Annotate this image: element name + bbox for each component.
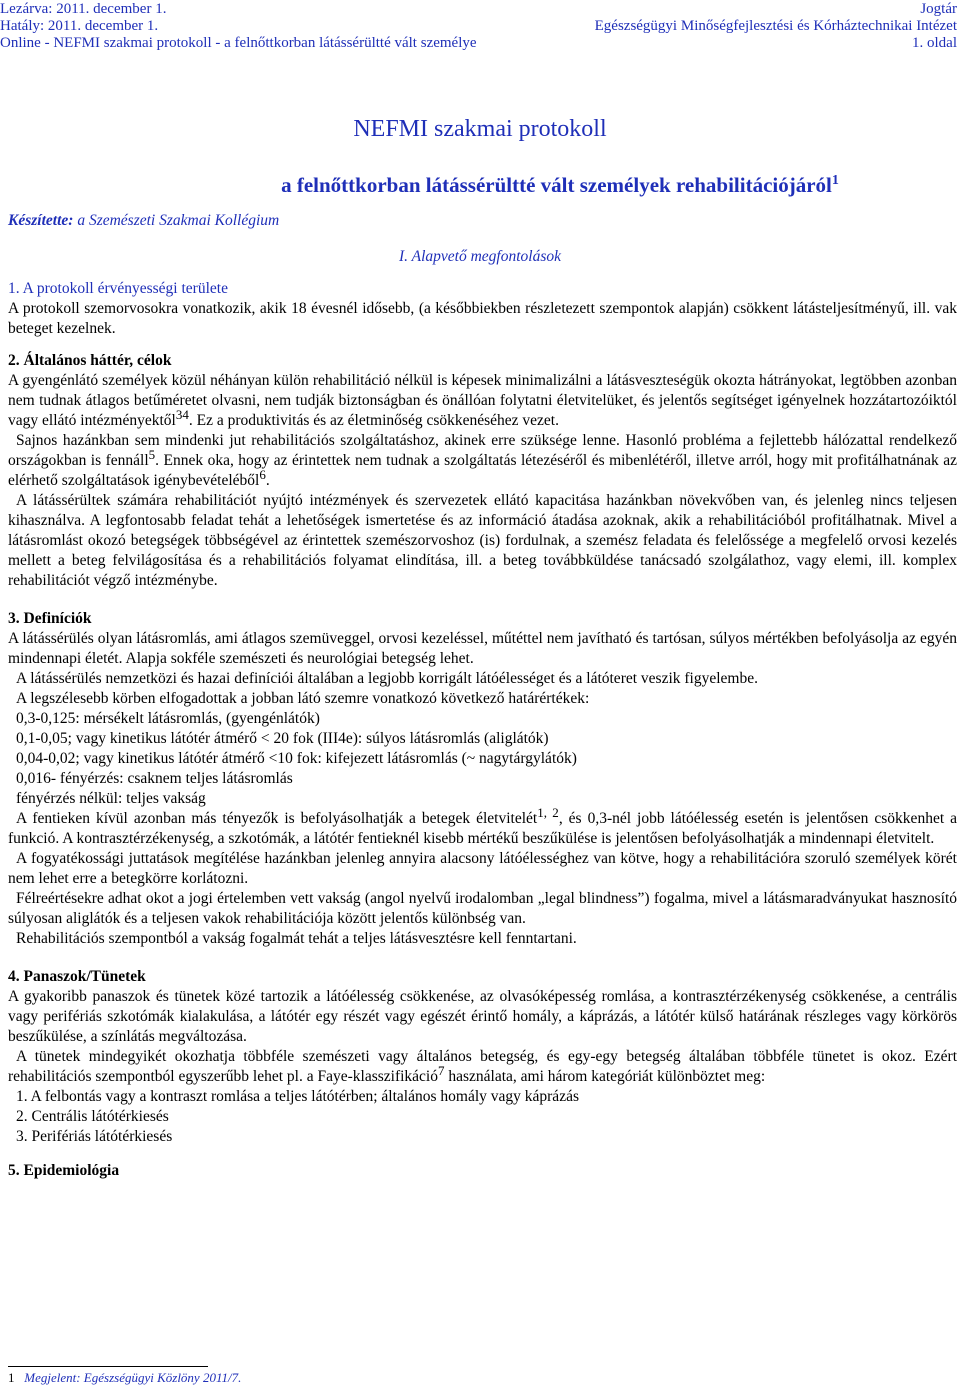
s3-heading: 3. Definíciók bbox=[8, 610, 92, 627]
document-body bbox=[8, 279, 957, 1181]
s3-p4-text-a: A fentieken kívül azonban más tényezők is befolyásolhatják a betegek életvitelét bbox=[16, 810, 538, 827]
s3-list-item-4: 0,016- fényérzés: csaknem teljes látásromlás bbox=[16, 770, 293, 787]
s4-p2-text-b: használata, ami három kategóriát különböztet meg: bbox=[444, 1068, 766, 1085]
subtitle-text: a felnőttkorban látássérültté vált személyek rehabilitációjáról bbox=[281, 173, 832, 197]
effective-date: Hatály: 2011. december 1. bbox=[0, 18, 159, 34]
source-name: Jogtár bbox=[920, 1, 957, 17]
s2-p2-text-b: . Ennek oka, hogy az érintettek nem tudnak a szolgáltatás létezéséről és mibenlétéről, illetve arról, hogy mit profitálhatnának az elérhető szolgáltatások igénybevételéből bbox=[8, 452, 957, 489]
s3-list-item-2: 0,1-0,05; vagy kinetikus látótér átmérő < 20 fok (III4e): súlyos látásromlás (aliglátók) bbox=[16, 730, 549, 747]
footnote-number: 1 bbox=[8, 1370, 15, 1385]
s2-p2-text-a: Sajnos hazánkban sem mindenki jut rehabilitációs szolgáltatáshoz, akinek erre szüksége lenne. Hasonló probléma a fejlettebb hálózattal rendelkező országokban is fennáll bbox=[8, 432, 957, 469]
s2-p1-text-b: . Ez a produktivitás és az életminőség csökkenéséhez vezet. bbox=[188, 412, 559, 429]
institute-name: Egészségügyi Minőségfejlesztési és Kórháztechnikai Intézet bbox=[594, 18, 957, 34]
document-subtitle bbox=[160, 173, 960, 198]
s3-p4-footnote-refs: 1, 2 bbox=[537, 805, 559, 820]
s4-p2-text-a: A tünetek mindegyikét okozhatja többféle szemészeti vagy általános betegség, és egy-egy betegség általában többféle tünetet is okoz. Ezért rehabilitációs szempontból egyszerűbb lehet pl. a Faye-klasszifikáció bbox=[8, 1048, 957, 1085]
s3-paragraph-7: Rehabilitációs szempontból a vakság fogalmát tehát a teljes látásvesztésre kell fenntartani. bbox=[16, 930, 577, 947]
footnote bbox=[8, 1370, 241, 1386]
s2-p2-footnote-ref-1: 5 bbox=[148, 447, 156, 462]
s2-heading: 2. Általános háttér, célok bbox=[8, 352, 172, 369]
footnote-divider bbox=[8, 1366, 208, 1367]
footnote-text: Megjelent: Egészségügyi Közlöny 2011/7. bbox=[24, 1370, 242, 1385]
document-title: NEFMI szakmai protokoll bbox=[353, 116, 607, 142]
s1-heading: 1. A protokoll érvényességi területe bbox=[8, 280, 228, 297]
author-line bbox=[8, 212, 279, 230]
page-number: 1. oldal bbox=[912, 35, 957, 51]
s3-paragraph-3: A legszélesebb körben elfogadottak a jobban látó szemre vonatkozó következő határértékek: bbox=[16, 690, 590, 707]
s4-list-item-3: 3. Perifériás látótérkiesés bbox=[16, 1128, 173, 1145]
s2-p2-footnote-ref-2: 6 bbox=[259, 467, 266, 482]
s3-list-item-5: fényérzés nélkül: teljes vakság bbox=[16, 790, 206, 807]
s2-paragraph-2 bbox=[8, 431, 957, 491]
s5-heading: 5. Epidemiológia bbox=[8, 1162, 120, 1179]
s4-heading: 4. Panaszok/Tünetek bbox=[8, 968, 146, 985]
s3-list-item-3: 0,04-0,02; vagy kinetikus látótér átmérő <10 fok: kifejezett látásromlás (~ nagytárgylátók) bbox=[16, 750, 577, 767]
document-reference: Online - NEFMI szakmai protokoll - a felnőttkorban látássérültté vált személye bbox=[0, 35, 477, 51]
s3-list-item-1: 0,3-0,125: mérsékelt látásromlás, (gyengénlátók) bbox=[16, 710, 320, 727]
s4-list-item-1: 1. A felbontás vagy a kontraszt romlása a teljes látótérben; általános homály vagy káprázás bbox=[16, 1088, 579, 1105]
page-header-line-3 bbox=[0, 34, 960, 53]
s3-paragraph-6: Félreértésekre adhat okot a jogi értelemben vett vakság (angol nyelvű irodalomban „legal blindness”) fogalma, mivel a látásmaradványukat hasznosító súlyosan aliglátók és a teljesen vakok rehabilitációja között jelentős különbség van. bbox=[8, 890, 957, 927]
s3-paragraph-4 bbox=[8, 805, 957, 849]
subtitle-footnote-ref: 1 bbox=[831, 173, 839, 188]
author-value: a Szemészeti Szakmai Kollégium bbox=[77, 212, 280, 229]
s2-p2-text-c: . bbox=[265, 472, 270, 489]
s2-paragraph-3: A látássérültek számára rehabilitációt nyújtó intézmények és szervezetek ellátó kapacitása hazánkban növekvőben van, és jelenleg nincs teljesen kihasználva. A legfontosabb feladat tehát a lehetőségek ismertetése és az információ átadása azoknak, akik a rehabilitációból profitálhatnak. Mivel a látásromlást okozó betegségek többségével az érintettek szemészorvoshoz (is) fordulnak, a szemész feladata és felelőssége a megfelelő orvosi kezelés mellett a beteg felvilágosítása és a rehabilitációs folyamat elindítása, ill. a beteg továbbküldése tanácsadó szolgálathoz, vagy elemi, ill. komplex rehabilitációt végző intézménybe. bbox=[8, 492, 957, 589]
closing-date: Lezárva: 2011. december 1. bbox=[0, 1, 167, 17]
s3-p4-text-b: , és 0,3-nél jobb látóélesség esetén is jelentősen csökkenhet a funkció. A kontrasztérzékenység, a szkotómák, a látótér fentieknél kisebb mértékű beszűkülése is jelentősen befolyásolhatják a mindennapi életvitelt. bbox=[8, 810, 957, 847]
s2-p1-footnote-ref: 34 bbox=[175, 407, 189, 422]
s2-paragraph-1 bbox=[8, 371, 957, 431]
s3-paragraph-2: A látássérülés nemzetközi és hazai definíciói általában a legjobb korrigált látóélességet és a látóteret veszik figyelembe. bbox=[16, 670, 758, 687]
s3-paragraph-5: A fogyatékossági juttatások megítélése hazánkban jelenleg annyira alacsony látóélességhez van kötve, hogy a rehabilitációra szoruló személyek körét nem lehet erre a betegkörre korlátozni. bbox=[8, 850, 957, 887]
s2-p1-text-a: A gyengénlátó személyek közül néhányan külön rehabilitáció nélkül is képesek minimalizálni a látásveszteségük okozta hátrányokat, legtöbben azonban nem tudnak átlagos betűméretet olvasni, nem tudják biztonságban és önállóan folytatni életvitelüket, és jelentős segítséget igényelnek hozzátartozóiktól vagy ellátó intézményektől bbox=[8, 372, 957, 429]
s3-paragraph-1: A látássérülés olyan látásromlás, ami átlagos szemüveggel, orvosi kezeléssel, műtéttel nem javítható és tartósan, súlyos mértékben befolyásolja az egyén mindennapi életét. Alapja sokféle szemészeti és neurológiai betegség lehet. bbox=[8, 630, 957, 667]
s4-paragraph-2 bbox=[8, 1047, 957, 1087]
s4-paragraph-1: A gyakoribb panaszok és tünetek közé tartozik a látóélesség csökkenése, az olvasóképesség romlása, a kontrasztérzékenység csökkenése, a centrális vagy perifériás szkotómák kialakulása, a látótér egy részét vagy egészét érintő homály, a káprázás, a látótér külső határának részleges vagy körkörös beszűkülése, a színlátás megváltozása. bbox=[8, 988, 957, 1045]
s1-paragraph: A protokoll szemorvosokra vonatkozik, akik 18 évesnél idősebb, (a későbbiekben részletezett szempontok alapján) csökkent látásteljesítményű, ill. vak beteget kezelnek. bbox=[8, 300, 957, 337]
section-heading: I. Alapvető megfontolások bbox=[398, 248, 561, 265]
author-label: Készítette: bbox=[8, 212, 74, 229]
s4-p2-footnote-ref: 7 bbox=[437, 1063, 445, 1078]
s4-list-item-2: 2. Centrális látótérkiesés bbox=[16, 1108, 169, 1125]
